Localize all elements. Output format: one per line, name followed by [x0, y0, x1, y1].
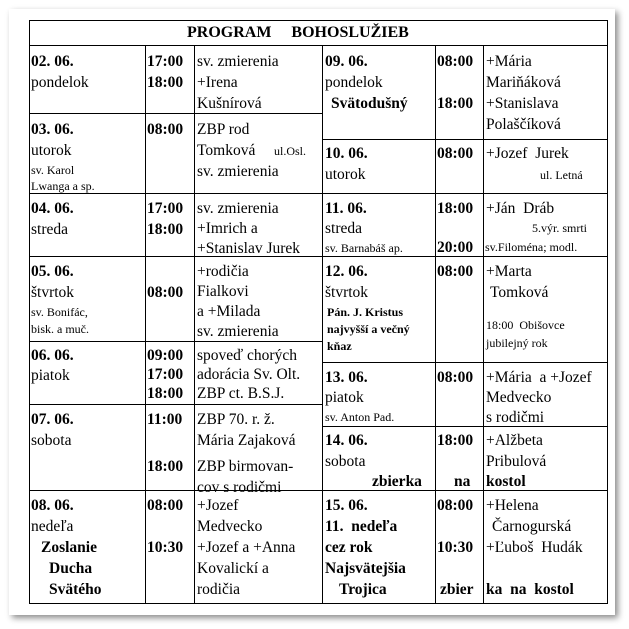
- feast-name: Svätodušný: [331, 95, 408, 112]
- date-0206: 02. 06.: [31, 53, 74, 70]
- time: 08:00: [437, 263, 474, 280]
- street-note: ul.Osl.: [274, 144, 307, 158]
- intention-line: Tomková: [197, 142, 256, 159]
- day-1206: štvrtok: [325, 284, 369, 301]
- intention-line: a +Milada: [197, 303, 261, 320]
- date-0306: 03. 06.: [31, 121, 74, 138]
- day-1306: piatok: [325, 389, 364, 406]
- intention-line: +Marta: [486, 263, 532, 280]
- date-1406: 14. 06.: [325, 432, 368, 449]
- intention-line: ZBP 70. r. ž.: [197, 411, 275, 428]
- time: 18:00: [437, 432, 474, 449]
- intention-line: Medvecko: [486, 389, 552, 406]
- date-1506: 15. 06.: [325, 497, 368, 514]
- intention-line: Medvecko: [197, 518, 263, 535]
- feast-name: Zoslanie: [41, 539, 97, 556]
- time: 11:00: [147, 411, 183, 428]
- collection-note: zbier: [440, 581, 474, 598]
- intention-line: sv. zmierenia: [197, 200, 279, 217]
- intention-line: adorácia Sv. Olt.: [197, 366, 301, 383]
- intention-line: Kušnírová: [197, 95, 262, 112]
- date-1206: 12. 06.: [325, 263, 368, 280]
- time: 18:00: [147, 458, 184, 475]
- feast-name: najvyšší a večný: [327, 322, 410, 336]
- intention-line: ZBP ct. B.S.J.: [197, 385, 285, 402]
- date-0606: 06. 06.: [31, 347, 74, 364]
- intention-line: Tomková: [490, 284, 549, 301]
- collection-note: zbierka: [372, 473, 422, 490]
- time: 10:30: [147, 539, 184, 556]
- saint-note: sv. Bonifác,: [31, 305, 88, 319]
- intention-line: +Mária: [486, 53, 532, 70]
- intention-line: sv. zmierenia: [197, 53, 279, 70]
- date-1106: 11. 06.: [325, 200, 367, 217]
- schedule-page: [9, 9, 615, 615]
- intention-line: +Helena: [486, 497, 539, 514]
- day-0806: nedeľa: [31, 518, 74, 535]
- time: 18:00: [147, 385, 184, 402]
- intention-line: ZBP rod: [197, 121, 250, 138]
- mass-note: 5.výr. smrti: [532, 221, 588, 235]
- date-1306: 13. 06.: [325, 369, 368, 386]
- saint-note: sv. Karol: [31, 163, 75, 177]
- mass-note: 18:00 Obišovce: [486, 318, 565, 332]
- collection-note: na: [454, 473, 471, 490]
- time: 08:00: [437, 369, 474, 386]
- time: 08:00: [437, 53, 474, 70]
- intention-line: +Irena: [197, 74, 238, 91]
- feast-name: 11. nedeľa: [325, 518, 398, 535]
- time: 08:00: [147, 121, 184, 138]
- date-0406: 04. 06.: [31, 200, 74, 217]
- intention-line: ZBP birmovan-: [197, 458, 294, 475]
- saint-note: Lwanga a sp.: [31, 179, 95, 193]
- intention-line: +Ján Dráb: [486, 200, 555, 217]
- intention-line: sv. zmierenia: [197, 323, 279, 340]
- feast-name: Ducha: [49, 560, 93, 577]
- day-0606: piatok: [31, 367, 70, 384]
- time: 18:00: [147, 221, 184, 238]
- collection-note: kostol: [486, 473, 526, 490]
- time: 18:00: [437, 200, 474, 217]
- intention-line: +Jozef a +Anna: [197, 539, 296, 556]
- feast-name: Svätého: [49, 581, 102, 598]
- date-0706: 07. 06.: [31, 411, 74, 428]
- intention-line: spoveď chorých: [197, 347, 297, 364]
- time: 17:00: [147, 53, 184, 70]
- time: 08:00: [147, 284, 184, 301]
- day-1006: utorok: [325, 166, 366, 183]
- feast-name: Pán. J. Kristus: [327, 305, 404, 319]
- day-0506: štvrtok: [31, 284, 75, 301]
- intention-line: sv. zmierenia: [197, 163, 279, 180]
- day-0706: sobota: [31, 432, 72, 449]
- mass-note: sv.Filoména; modl.: [485, 240, 578, 254]
- time: 17:00: [147, 200, 184, 217]
- day-0906: pondelok: [325, 74, 383, 91]
- time: 08:00: [147, 497, 184, 514]
- day-0406: streda: [31, 221, 69, 238]
- intention-line: Mária Zajaková: [197, 432, 296, 449]
- intention-line: Kovalickí a: [197, 560, 269, 577]
- intention-line: +Stanislav Jurek: [197, 240, 301, 257]
- intention-line: Polaščíková: [486, 116, 561, 133]
- intention-line: Fialkovi: [197, 283, 249, 300]
- page-title: PROGRAM BOHOSLUŽIEB: [187, 24, 409, 41]
- intention-line: s rodičmi: [486, 409, 545, 426]
- feast-name: kňaz: [327, 339, 352, 353]
- intention-line: +Jozef: [197, 497, 239, 514]
- intention-line: +Alžbeta: [486, 432, 543, 449]
- intention-line: Mariňáková: [486, 74, 561, 91]
- street-note: ul. Letná: [540, 168, 583, 182]
- time: 10:30: [437, 539, 474, 556]
- day-1106: streda: [325, 220, 363, 237]
- feast-name: Najsvätejšia: [325, 560, 406, 577]
- intention-line: rodičia: [197, 581, 241, 598]
- time: 09:00: [147, 347, 184, 364]
- intention-line: +Mária a +Jozef: [486, 369, 592, 386]
- date-1006: 10. 06.: [325, 145, 368, 162]
- feast-name: Trojica: [339, 581, 387, 598]
- intention-line: +Stanislava: [486, 95, 559, 112]
- time: 08:00: [437, 497, 474, 514]
- feast-name: cez rok: [325, 539, 373, 556]
- time: 17:00: [147, 366, 184, 383]
- time: 18:00: [147, 74, 184, 91]
- intention-line: cov s rodičmi: [197, 479, 282, 496]
- intention-line: +Jozef Jurek: [486, 145, 569, 162]
- intention-line: +Ľuboš Hudák: [486, 539, 583, 556]
- day-0206: pondelok: [31, 74, 89, 91]
- intention-line: Pribulová: [486, 453, 547, 470]
- date-0806: 08. 06.: [31, 497, 74, 514]
- saint-note: bisk. a muč.: [31, 322, 89, 336]
- intention-line: Čarnogurská: [492, 518, 572, 535]
- intention-line: +rodičia: [197, 263, 249, 280]
- time: 08:00: [437, 145, 474, 162]
- time: 18:00: [437, 95, 474, 112]
- collection-note: ka na kostol: [486, 581, 574, 598]
- intention-line: +Imrich a: [197, 220, 258, 237]
- date-0906: 09. 06.: [325, 53, 368, 70]
- saint-note: sv. Barnabáš ap.: [325, 241, 403, 255]
- time: 20:00: [437, 239, 474, 256]
- date-0506: 05. 06.: [31, 263, 74, 280]
- mass-note: jubilejný rok: [486, 336, 548, 350]
- day-0306: utorok: [31, 142, 72, 159]
- day-1406: sobota: [325, 453, 366, 470]
- saint-note: sv. Anton Pad.: [325, 410, 395, 424]
